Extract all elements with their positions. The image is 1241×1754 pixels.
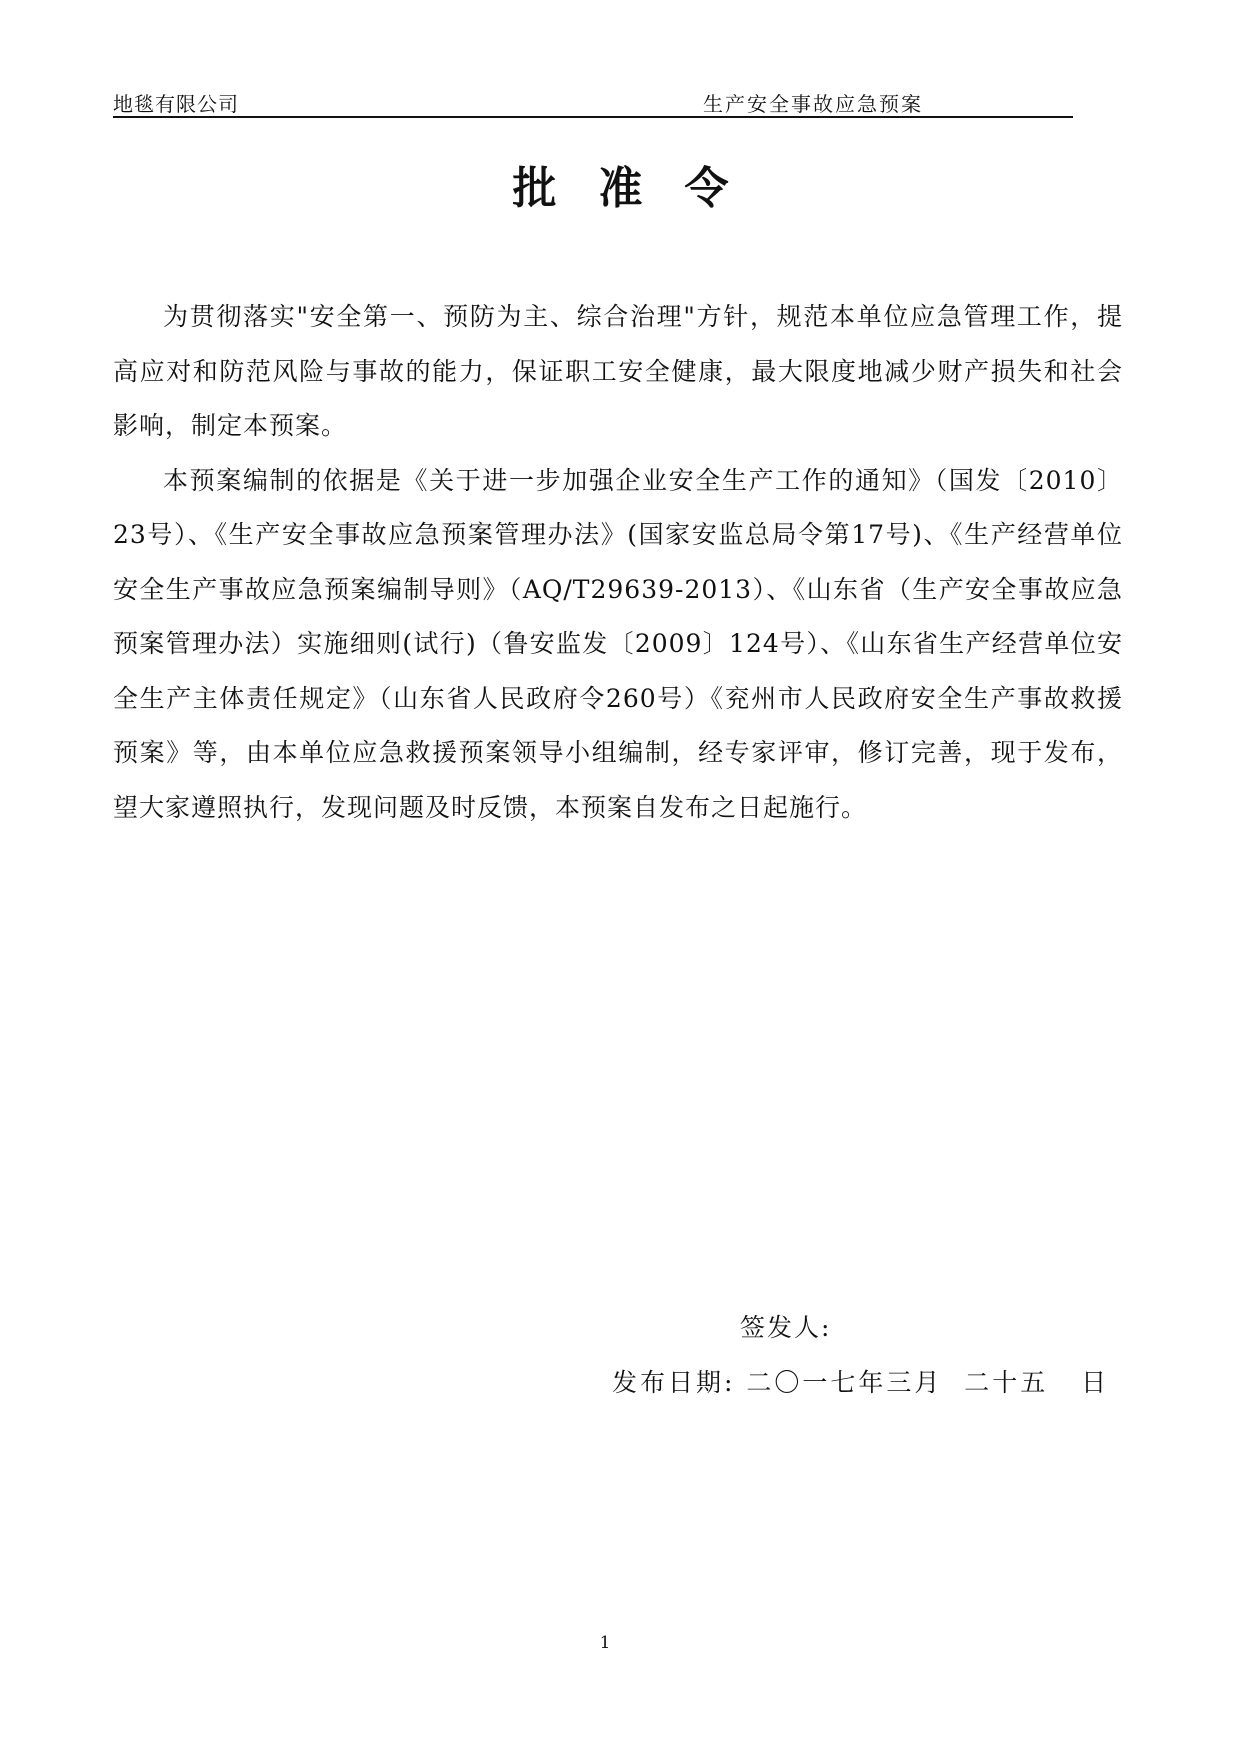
paragraph-purpose: 为贯彻落实"安全第一、预防为主、综合治理"方针，规范本单位应急管理工作，提高应对和防范风险与事故的能力，保证职工安全健康，最大限度地减少财产损失和社会影响，制定本预案。 [113,302,1123,440]
issue-date: 发布日期: 二〇一七年三月 二十五 日 [612,1368,1110,1397]
header-company-name: 地毯有限公司 [113,92,239,116]
page-title: 批准令 [512,163,771,214]
page-number: 1 [599,1633,611,1653]
paragraph-basis: 本预案编制的依据是《关于进一步加强企业安全生产工作的通知》（国发〔2010〕23号）、《生产安全事故应急预案管理办法》(国家安监总局令第17号)、《生产经营单位安全生产事故应急预案编制导则》（AQ/T29639-2013）、《山东省（生产安全事故应急预案管理办法）实施细则(试行)（鲁安监发〔2009〕124号）、《山东省生产经营单位安全生产主体责任规定》（山东省人民政府令260号）《兖州市人民政府安全生产事故救援预案》等，由本单位应急救援预案领导小组编制，经专家评审，修订完善，现于发布，望大家遵照执行，发现问题及时反馈，本预案自发布之日起施行。 [113,465,1123,822]
signer-label: 签发人: [740,1313,832,1342]
document-body [113,290,1123,835]
header-document-title: 生产安全事故应急预案 [703,92,923,116]
page-header [113,84,1073,118]
